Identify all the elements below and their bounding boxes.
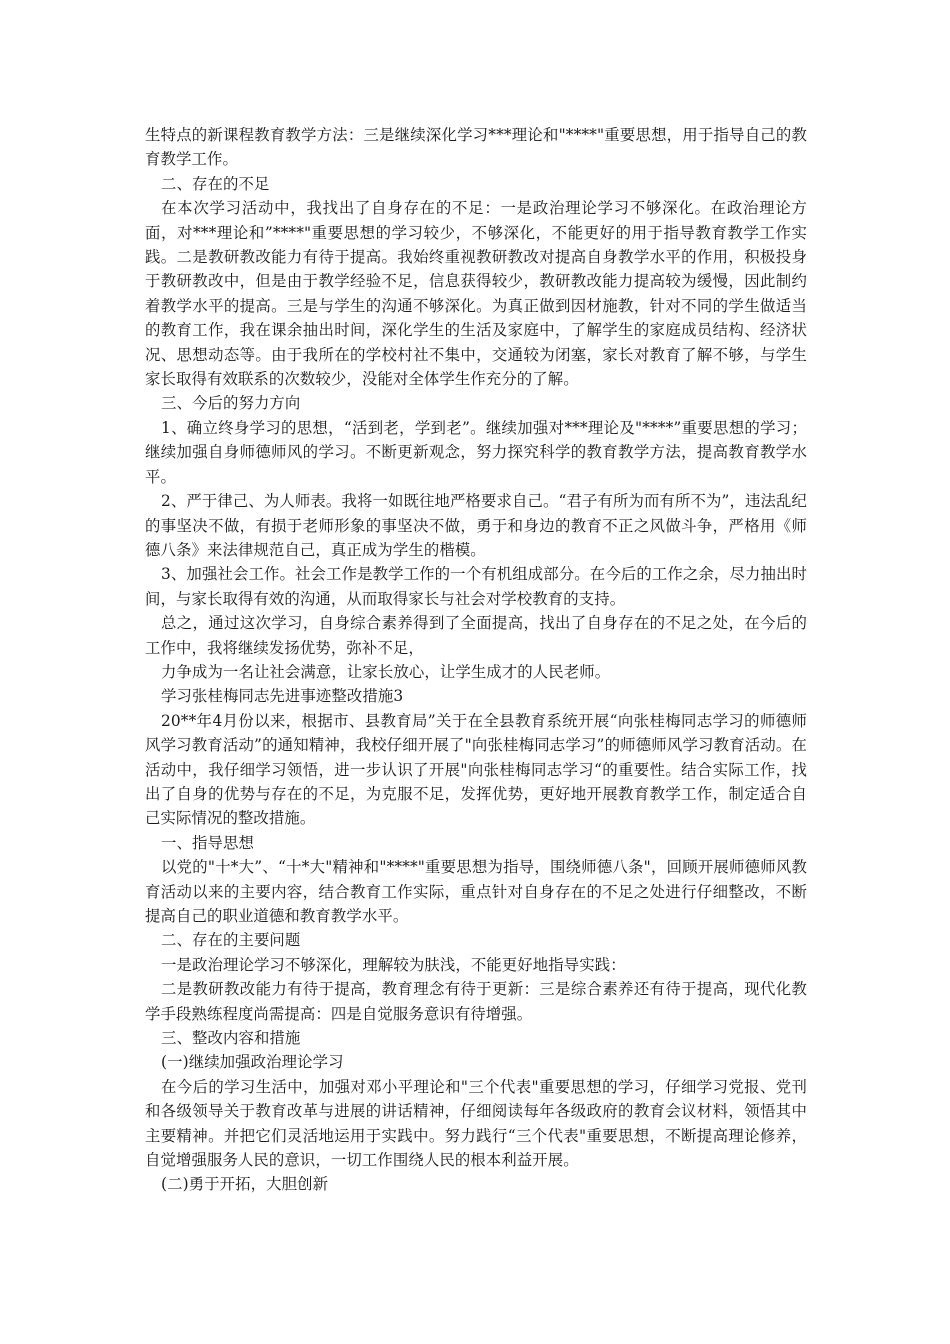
section-heading-guiding-ideology: 一、指导思想 [161,833,254,852]
paragraph-item-2: 2、严于律己、为人师表。我将一如既往地严格要求自己。“君子有所为而有所不为”，违法乱纪的事坚决不做，有损于老师形象的事坚决不做，勇于和身边的教育不正之风做斗争，严格用《师德八条》来法律规范自己，真正成为学生的楷模。 [145,492,807,559]
section-heading-main-problems: 二、存在的主要问题 [161,931,301,950]
paragraph-problem-1: 一是政治理论学习不够深化，理解较为肤浅，不能更好地指导实践： [161,955,626,974]
paragraph-intro-continuation: 生特点的新课程教育教学方法：三是继续深化学习***理论和"****"重要思想，用于指导自己的教育教学工作。 [145,126,807,169]
paragraph-item-1: 1、确立终身学习的思想，“活到老，学到老”。继续加强对***理论及"****”重要思想的学习；继续加强自身师德师风的学习。不断更新观念，努力探究科学的教育教学方法，提高教育教学水平。 [145,418,807,486]
paragraph-problems-2-4: 二是教研教改能力有待于提高，教育理念有待于更新：三是综合素养还有待于提高，现代化教学手段熟练程度尚需提高：四是自觉服务意识有待增强。 [145,980,807,1023]
paragraph-political-study: 在今后的学习生活中，加强对邓小平理论和"三个代表"重要思想的学习，仔细学习党报、党刊和各级领导关于教育改革与进展的讲话精神，仔细阅读每年各级政府的教育会议材料，领悟其中主要精神。并把它们灵活地运用于实践中。努力践行“三个代表"重要思想，不断提高理论修养，自觉增强服务人民的意识，一切工作围绕人民的根本利益开展。 [145,1077,807,1170]
subheading-political-study: (一)继续加强政治理论学习 [161,1053,344,1072]
paragraph-background: 20**年4月份以来，根据市、县教育局”关于在全县教育系统开展“向张桂梅同志学习的师德师风学习教育活动”的通知精神，我校仔细开展了"向张桂梅同志学习”的师德师风学习教育活动。在活动中，我仔细学习领悟，进一步认识了开展"向张桂梅同志学习“的重要性。结合实际工作，找出了自身的优势与存在的不足，为克服不足，发挥优势，更好地开展教育教学工作，制定适合自己实际情况的整改措施。 [145,711,807,828]
document-page [145,123,807,1197]
section-heading-measures: 三、整改内容和措施 [161,1029,301,1048]
section-heading-shortcomings: 二、存在的不足 [161,174,270,193]
section-heading-future-direction: 三、今后的努力方向 [161,394,301,413]
subheading-innovation: (二)勇于开拓，大胆创新 [161,1175,329,1194]
paragraph-item-3: 3、加强社会工作。社会工作是教学工作的一个有机组成部分。在今后的工作之余，尽力抽出时间，与家长取得有效的沟通，从而取得家长与社会对学校教育的支持。 [145,565,807,608]
document-section-title: 学习张桂梅同志先进事迹整改措施3 [161,687,404,706]
paragraph-shortcomings: 在本次学习活动中，我找出了自身存在的不足：一是政治理论学习不够深化。在政治理论方面，对***理论和”****"重要思想的学习较少，不够深化，不能更好的用于指导教育教学工作实践。二是教研教改能力有待于提高。我始终重视教研教改对提高自身教学水平的作用，积极投身于教研教改中，但是由于教学经验不足，信息获得较少，教研教改能力提高较为缓慢，因此制约着教学水平的提高。三是与学生的沟通不够深化。为真正做到因材施教，针对不同的学生做适当的教育工作，我在课余抽出时间，深化学生的生活及家庭中，了解学生的家庭成员结构、经济状况、思想动态等。由于我所在的学校村社不集中，交通较为闭塞，家长对教育了解不够，与学生家长取得有效联系的次数较少，没能对全体学生作充分的了解。 [145,199,807,389]
paragraph-summary: 总之，通过这次学习，自身综合素养得到了全面提高，找出了自身存在的不足之处，在今后的工作中，我将继续发扬优势，弥补不足， [145,614,807,657]
paragraph-summary-continuation: 力争成为一名让社会满意，让家长放心，让学生成才的人民老师。 [161,662,611,681]
paragraph-guiding-ideology: 以党的"十*大”、“十*大"精神和"****"重要思想为指导，围绕师德八条"，回顾开展师德师风教育活动以来的主要内容，结合教育工作实际，重点针对自身存在的不足之处进行仔细整改，不断提高自己的职业道德和教育教学水平。 [145,858,807,925]
